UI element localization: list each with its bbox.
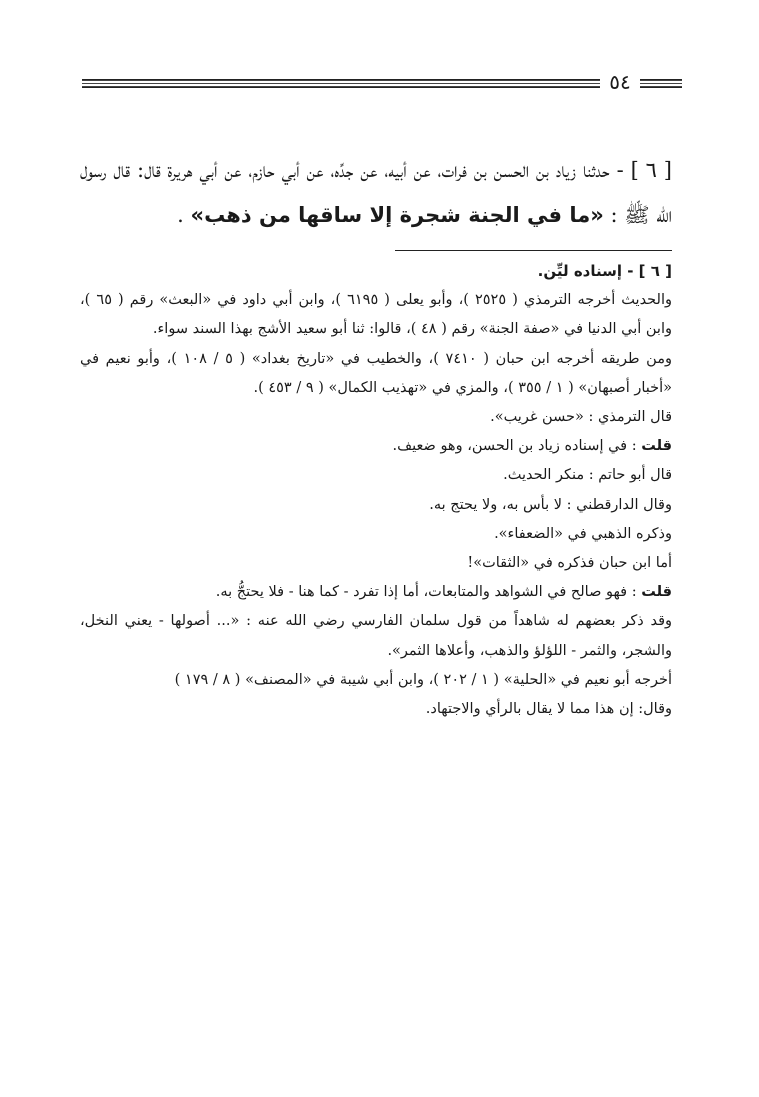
footnote-daraqutni: وقال الدارقطني : لا بأس به، ولا يحتج به. bbox=[429, 496, 672, 513]
footnote-takhrij-1: والحديث أخرجه الترمذي ( ٢٥٢٥ )، وأبو يعلى ( ٦١٩٥ )، وابن أبي داود في «البعث» رقم ( ٦٥ )، وابن أبي الدنيا في «صفة الجنة» رقم ( ٤٨ )، قالوا: ثنا أبو سعيد الأشج بهذا السند سواء. bbox=[80, 292, 672, 338]
header-rule-short bbox=[640, 79, 682, 88]
footnotes bbox=[80, 257, 672, 724]
footnote-qult-2 bbox=[80, 578, 672, 607]
qult-text: : فهو صالح في الشواهد والمتابعات، أما إذا تفرد - كما هنا - فلا يحتجُّ به. bbox=[215, 584, 642, 601]
footnote-qult-1 bbox=[80, 432, 672, 461]
hadith-isnad: [ ٦ ] - حدثنا زياد بن الحسن بن فرات، عن أبيه، عن جدِّه، عن أبي حازم، عن أبي هريرة قال: قال رسول الله ﷺ : bbox=[80, 158, 672, 227]
header-rule bbox=[82, 79, 600, 88]
footnote-closing: وقال: إن هذا مما لا يقال بالرأي والاجتهاد. bbox=[425, 701, 672, 718]
qult-text: : في إسناده زياد بن الحسن، وهو ضعيف. bbox=[392, 438, 642, 455]
hadith-text bbox=[80, 148, 672, 238]
footnote-abu-hatim: قال أبو حاتم : منكر الحديث. bbox=[503, 467, 672, 484]
footnote-abu-nuaym: أخرجه أبو نعيم في «الحلية» ( ١ / ٢٠٢ )، وابن أبي شيبة في «المصنف» ( ٨ / ١٧٩ ) bbox=[174, 671, 672, 688]
footnote-ibn-hibban: أما ابن حبان فذكره في «الثقات»! bbox=[467, 555, 672, 572]
page-body bbox=[80, 148, 672, 724]
qult-label: قلت bbox=[641, 584, 672, 601]
hadith-matn: «ما في الجنة شجرة إلا ساقها من ذهب» bbox=[190, 203, 604, 227]
qult-label: قلت bbox=[641, 438, 672, 455]
footnote-takhrij-2: ومن طريقه أخرجه ابن حبان ( ٧٤١٠ )، والخطيب في «تاريخ بغداد» ( ٥ / ١٠٨ )، وأبو نعيم في «أخبار أصبهان» ( ١ / ٣٥٥ )، والمزي في «تهذيب الكمال» ( ٩ / ٤٥٣ ). bbox=[80, 350, 672, 396]
hadith-end: . bbox=[177, 203, 191, 227]
page-header bbox=[82, 70, 682, 100]
footnote-shahid: وقد ذكر بعضهم له شاهداً من قول سلمان الفارسي رضي الله عنه : «... أصولها - يعني النخل، والشجر، والثمر - اللؤلؤ والذهب، وأعلاها الثمر». bbox=[80, 613, 672, 659]
page-number: ٥٤ bbox=[609, 70, 631, 94]
footnote-tirmidhi: قال الترمذي : «حسن غريب». bbox=[490, 409, 672, 426]
footnote-ref-label: [ ٦ ] - إسناده ليِّن. bbox=[537, 262, 672, 280]
footnote-dhahabi: وذكره الذهبي في «الضعفاء». bbox=[494, 525, 672, 542]
footnote-divider bbox=[395, 250, 672, 251]
